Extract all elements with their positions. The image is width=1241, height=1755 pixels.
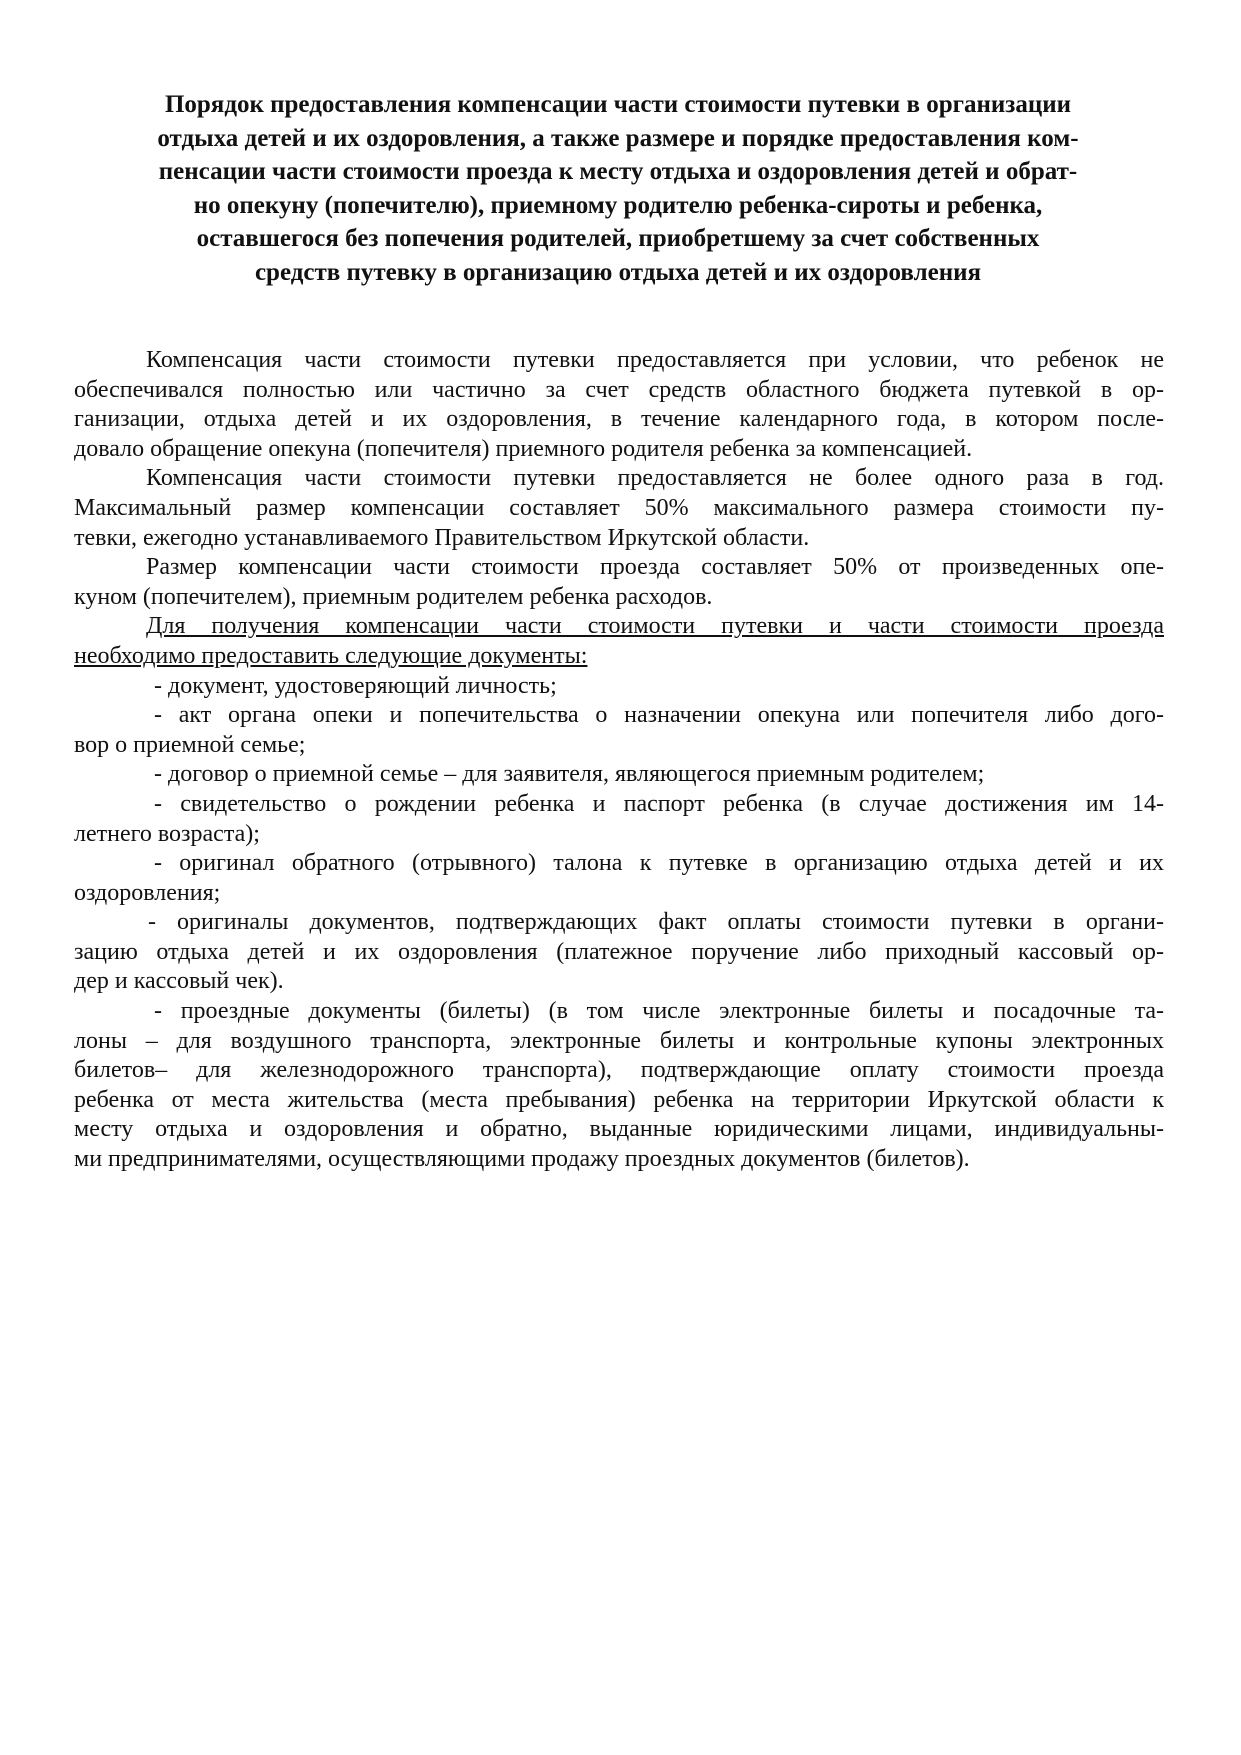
paragraph-line: оздоровления;	[74, 879, 221, 906]
paragraph-line: - проездные документы (билеты) (в том числе электронные билеты и посадочные та-	[154, 998, 1164, 1025]
title-line: но опекуну (попечителю), приемному родителю ребенка-сироты и ребенка,	[193, 191, 1043, 219]
paragraph-required-documents-heading	[74, 612, 1164, 671]
paragraph-line: ребенка от места жительства (места пребывания) ребенка на территории Иркутской области к	[74, 1086, 1164, 1113]
paragraph-line: - договор о приемной семье – для заявителя, являющегося приемным родителем;	[154, 761, 985, 788]
paragraph-line: - свидетельство о рождении ребенка и паспорт ребенка (в случае достижения им 14-	[154, 790, 1164, 817]
title-line: оставшегося без попечения родителей, приобретшему за счет собственных	[196, 225, 1040, 252]
title-line: Порядок предоставления компенсации части стоимости путевки в организации	[164, 91, 1072, 118]
paragraph-line: билетов– для железнодорожного транспорта), подтверждающие оплату стоимости проезда	[74, 1057, 1164, 1084]
paragraph-voucher-frequency	[74, 464, 1164, 553]
paragraph-travel-compensation	[74, 553, 1164, 612]
paragraph-line: обеспечивался полностью или частично за счет средств областного бюджета путевкой в ор-	[74, 376, 1164, 403]
list-item-guardianship-act	[74, 701, 1164, 760]
paragraph-line: Для получения компенсации части стоимости путевки и части стоимости проезда	[146, 613, 1164, 640]
paragraph-line: ганизации, отдыха детей и их оздоровления, в течение календарного года, в котором после-	[74, 406, 1164, 433]
paragraph-line: тевки, ежегодно устанавливаемого Правительством Иркутской области.	[74, 524, 810, 551]
paragraph-line: ми предпринимателями, осуществляющими продажу проездных документов (билетов).	[74, 1146, 970, 1173]
paragraph-line: - оригиналы документов, подтверждающих факт оплаты стоимости путевки в органи-	[148, 909, 1164, 936]
paragraph-line: куном (попечителем), приемным родителем ребенка расходов.	[74, 583, 713, 610]
title-line: пенсации части стоимости проезда к месту отдыха и оздоровления детей и обрат-	[158, 158, 1078, 185]
paragraph-line: - документ, удостоверяющий личность;	[154, 672, 557, 699]
list-item-payment-documents	[74, 908, 1164, 997]
paragraph-line: - оригинал обратного (отрывного) талона к путевке в организацию отдыха детей и их	[154, 850, 1164, 877]
list-item-return-coupon	[74, 849, 1164, 908]
paragraph-line: зацию отдыха детей и их оздоровления (платежное поручение либо приходный кассовый ор-	[74, 938, 1164, 965]
paragraph-line: дер и кассовый чек).	[74, 968, 284, 995]
paragraph-line: необходимо предоставить следующие документы:	[74, 642, 588, 669]
document-title	[72, 88, 1164, 289]
list-item-identity-document	[74, 672, 1164, 702]
paragraph-line: довало обращение опекуна (попечителя) приемного родителя ребенка за компенсацией.	[74, 435, 973, 462]
list-item-foster-family-contract	[74, 760, 1164, 790]
paragraph-line: летнего возраста);	[74, 820, 260, 847]
title-line: средств путевку в организацию отдыха детей и их оздоровления	[254, 258, 982, 286]
list-item-birth-certificate	[74, 790, 1164, 849]
paragraph-line: Компенсация части стоимости путевки предоставляется при условии, что ребенок не	[146, 347, 1164, 373]
paragraph-line: лоны – для воздушного транспорта, электронные билеты и контрольные купоны электронных	[74, 1027, 1164, 1054]
title-line: отдыха детей и их оздоровления, а также размере и порядке предоставления ком-	[157, 124, 1079, 152]
paragraph-line: Максимальный размер компенсации составляет 50% максимального размера стоимости пу-	[74, 494, 1164, 521]
list-item-travel-documents	[74, 997, 1164, 1175]
paragraph-voucher-conditions	[74, 346, 1164, 464]
paragraph-line: - акт органа опеки и попечительства о назначении опекуна или попечителя либо дого-	[154, 702, 1164, 729]
paragraph-line: Компенсация части стоимости путевки предоставляется не более одного раза в год.	[146, 465, 1164, 492]
paragraph-line: вор о приемной семье;	[74, 731, 306, 758]
document-body	[74, 346, 1164, 1175]
paragraph-line: месту отдыха и оздоровления и обратно, выданные юридическими лицами, индивидуальны-	[74, 1116, 1164, 1143]
paragraph-line: Размер компенсации части стоимости проезда составляет 50% от произведенных опе-	[146, 554, 1164, 581]
